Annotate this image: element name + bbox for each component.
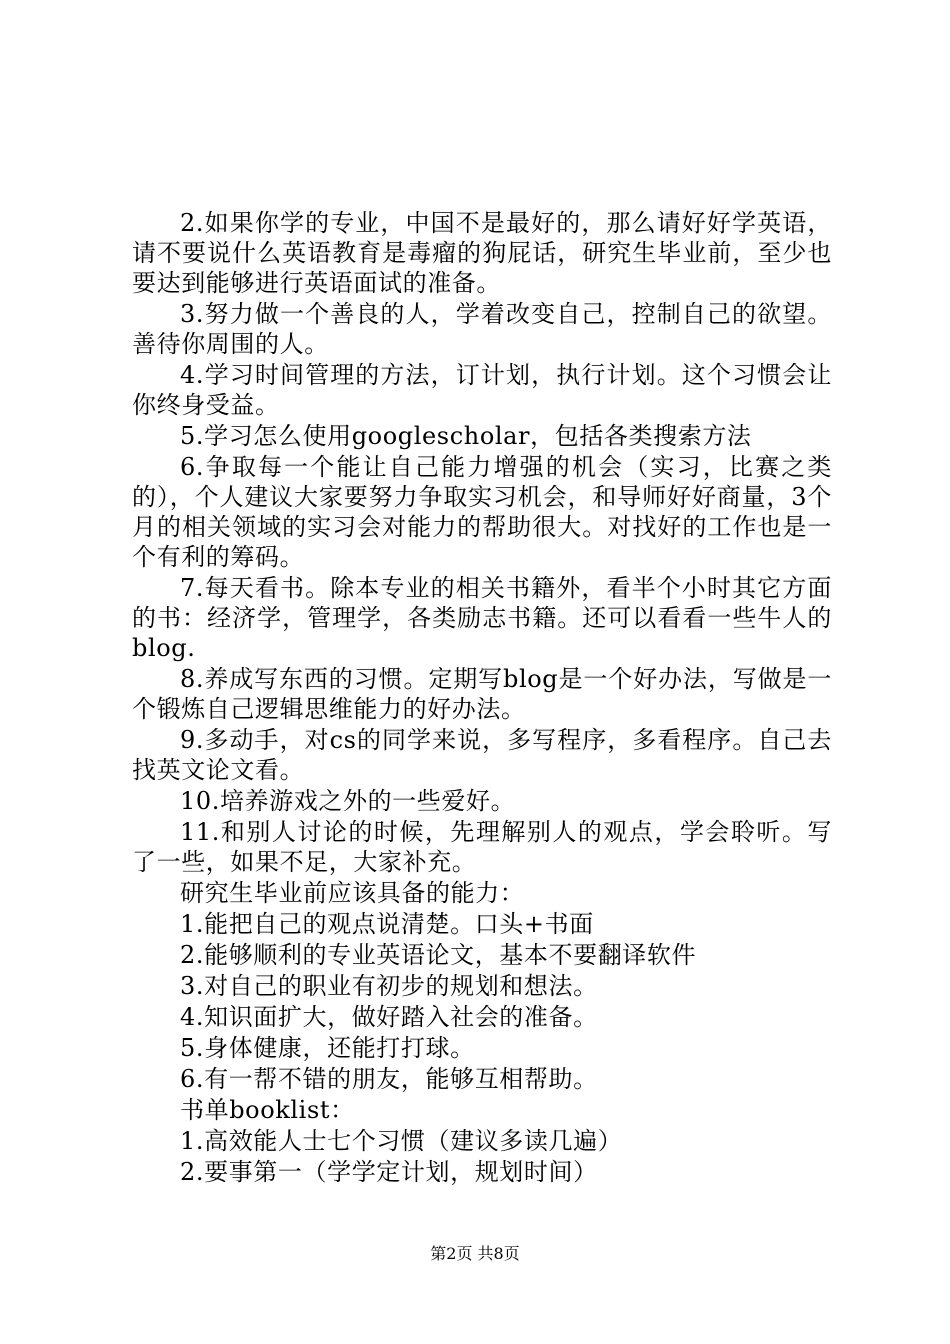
tip-paragraph: 11.和别人讨论的时候，先理解别人的观点，学会聆听。写了一些，如果不足，大家补充。 <box>132 818 832 876</box>
book-item: 1.高效能人士七个习惯（建议多读几遍） <box>180 1127 623 1155</box>
tip-paragraph: 8.养成写东西的习惯。定期写blog是一个好办法，写做是一个锻炼自己逻辑思维能力的好办法。 <box>132 665 832 723</box>
book-item: 2.要事第一（学学定计划，规划时间） <box>180 1158 598 1186</box>
tip-paragraph: 6.争取每一个能让自己能力增强的机会（实习，比赛之类的），个人建议大家要努力争取实习机会，和导师好好商量，3个月的相关领域的实习会对能力的帮助很大。对找好的工作也是一个有利的筹码。 <box>132 453 832 571</box>
ability-item: 3.对自己的职业有初步的规划和想法。 <box>180 972 598 1000</box>
booklist-heading: 书单booklist： <box>180 1096 355 1124</box>
tip-paragraph: 3.努力做一个善良的人，学着改变自己，控制自己的欲望。善待你周围的人。 <box>132 300 832 358</box>
abilities-heading: 研究生毕业前应该具备的能力： <box>180 879 525 907</box>
tip-paragraph: 9.多动手，对cs的同学来说，多写程序，多看程序。自己去找英文论文看。 <box>132 726 832 784</box>
document-body <box>132 208 832 1188</box>
ability-item: 4.知识面扩大，做好踏入社会的准备。 <box>180 1003 598 1031</box>
page-number-footer: 第2页 共8页 <box>430 1244 520 1263</box>
ability-item: 2.能够顺利的专业英语论文，基本不要翻译软件 <box>180 941 697 969</box>
tip-paragraph: 7.每天看书。除本专业的相关书籍外，看半个小时其它方面的书：经济学，管理学，各类励志书籍。还可以看看一些牛人的blog. <box>132 574 832 662</box>
tip-paragraph: 5.学习怎么使用googlescholar，包括各类搜索方法 <box>180 422 752 450</box>
tip-paragraph: 2.如果你学的专业，中国不是最好的，那么请好好学英语，请不要说什么英语教育是毒瘤的狗屁话，研究生毕业前，至少也要达到能够进行英语面试的准备。 <box>132 209 832 297</box>
ability-item: 1.能把自己的观点说清楚。口头+书面 <box>180 910 594 938</box>
tip-paragraph: 10.培养游戏之外的一些爱好。 <box>180 787 516 815</box>
ability-item: 6.有一帮不错的朋友，能够互相帮助。 <box>180 1065 598 1093</box>
ability-item: 5.身体健康，还能打打球。 <box>180 1034 475 1062</box>
tip-paragraph: 4.学习时间管理的方法，订计划，执行计划。这个习惯会让你终身受益。 <box>132 361 832 419</box>
